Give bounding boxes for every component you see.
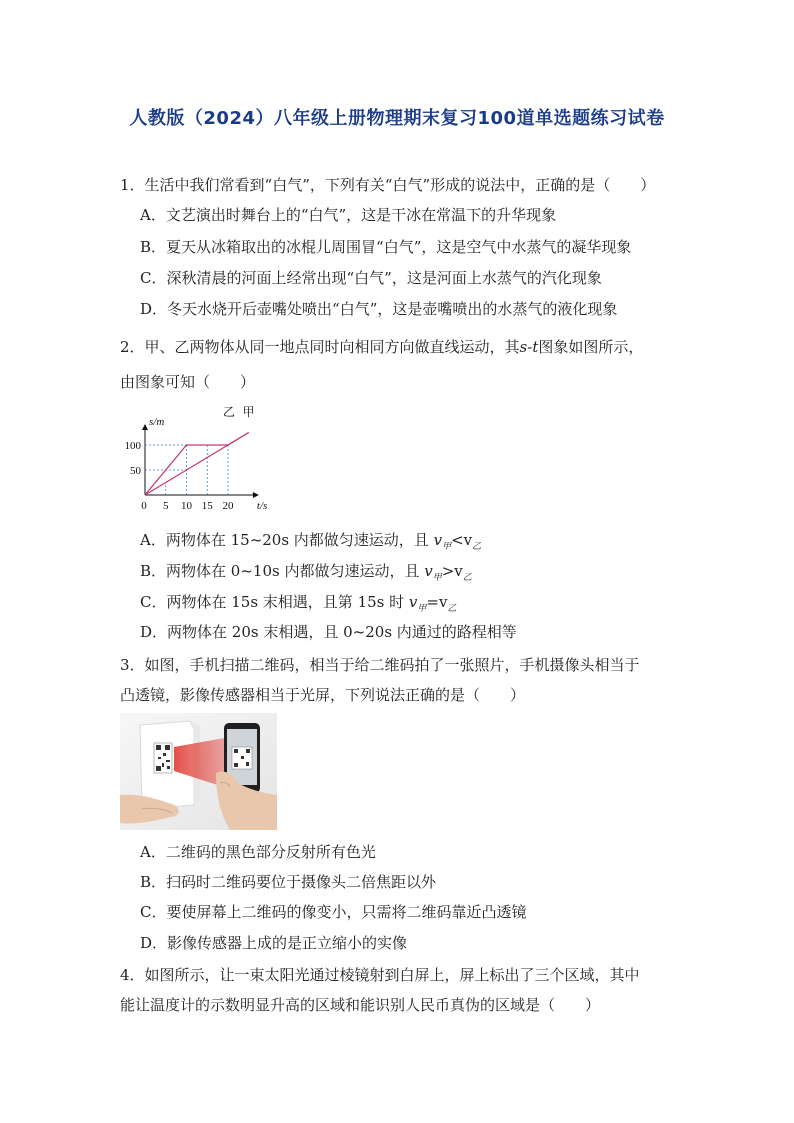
question-3-stem-line-1: 3．如图，手机扫描二维码，相当于给二维码拍了一张照片，手机摄像头相当于 (120, 656, 640, 674)
question-1-option-a: A．文艺演出时舞台上的“白气”，这是干冰在常温下的升华现象 (140, 206, 557, 224)
page-title: 人教版（2024）八年级上册物理期末复习100道单选题练习试卷 (129, 108, 665, 129)
relation: >v (441, 562, 463, 580)
question-1-stem: 1．生活中我们常看到“白气”，下列有关“白气”形成的说法中，正确的是（ ） (120, 176, 656, 194)
question-3-option-d: D．影像传感器上成的是正立缩小的实像 (140, 934, 408, 952)
subscript-yi: 乙 (462, 573, 472, 583)
x-tick-label: 20 (222, 500, 234, 512)
graph-labels (125, 405, 268, 512)
question-2-stem-line-2: 由图象可知（ ） (120, 373, 256, 391)
y-tick-label: 50 (130, 465, 141, 477)
question-3-option-a: A．二维码的黑色部分反射所有色光 (140, 843, 376, 861)
option-text: C．两物体在 15s 末相遇，且第 15s 时 (140, 593, 409, 611)
question-3-option-c: C．要使屏幕上二维码的像变小，只需将二维码靠近凸透镜 (140, 903, 527, 921)
velocity-symbol: v (424, 562, 433, 580)
relation: =v (426, 593, 448, 611)
subscript-yi: 乙 (472, 542, 482, 552)
subscript-jia: 甲 (442, 542, 452, 552)
stem-text-b: 图象如图所示， (538, 338, 644, 356)
option-text: A．两物体在 15~20s 内都做匀速运动，且 (140, 531, 434, 549)
y-axis-label: s/m (149, 416, 165, 428)
question-1-option-d: D．冬天水烧开后壶嘴处喷出“白气”，这是壶嘴喷出的水蒸气的液化现象 (140, 300, 618, 318)
question-3-option-b: B．扫码时二维码要位于摄像头二倍焦距以外 (140, 873, 437, 891)
series-label-jia: 甲 (242, 405, 255, 419)
subscript-jia: 甲 (417, 604, 427, 614)
subscript-jia: 甲 (432, 573, 442, 583)
x-tick-label: 5 (163, 500, 169, 512)
y-axis-arrow (142, 424, 148, 430)
series-乙 (145, 433, 249, 496)
velocity-symbol: v (433, 531, 443, 549)
x-axis-arrow (253, 492, 259, 498)
subscript-yi: 乙 (447, 604, 457, 614)
question-4-stem-line-2: 能让温度计的示数明显升高的区域和能识别人民币真伪的区域是（ ） (120, 996, 601, 1014)
stem-text-a: 2．甲、乙两物体从同一地点同时向相同方向做直线运动，其 (120, 338, 520, 356)
relation: <v (451, 531, 473, 549)
question-2-option-c (140, 592, 456, 619)
question-2-option-d: D．两物体在 20s 末相遇，且 0~20s 内通过的路程相等 (140, 623, 517, 641)
x-axis-label: t/s (256, 500, 268, 512)
x-tick-label: 15 (201, 500, 213, 512)
option-text: B．两物体在 0~10s 内都做匀速运动，且 (140, 562, 425, 580)
st-graph (120, 402, 270, 520)
graph-series (145, 433, 249, 496)
series-label-yi: 乙 (223, 405, 236, 419)
velocity-symbol: v (408, 593, 418, 611)
question-2-option-a (140, 530, 481, 557)
y-tick-label: 100 (124, 440, 141, 452)
qr-scan-photo (120, 713, 277, 830)
x-tick-label: 0 (141, 500, 147, 512)
question-1-option-b: B．夏天从冰箱取出的冰棍儿周围冒“白气”，这是空气中水蒸气的凝华现象 (140, 238, 632, 256)
x-tick-label: 10 (181, 500, 192, 512)
question-2-stem-line-1 (120, 337, 643, 357)
question-1-option-c: C．深秋清晨的河面上经常出现“白气”，这是河面上水蒸气的汽化现象 (140, 269, 602, 287)
st-symbol: s-t (519, 338, 539, 356)
question-4-stem-line-1: 4．如图所示，让一束太阳光通过棱镜射到白屏上，屏上标出了三个区域，其中 (120, 966, 640, 984)
question-2-option-b (140, 561, 472, 588)
question-3-stem-line-2: 凸透镜，影像传感器相当于光屏，下列说法正确的是（ ） (120, 686, 526, 704)
